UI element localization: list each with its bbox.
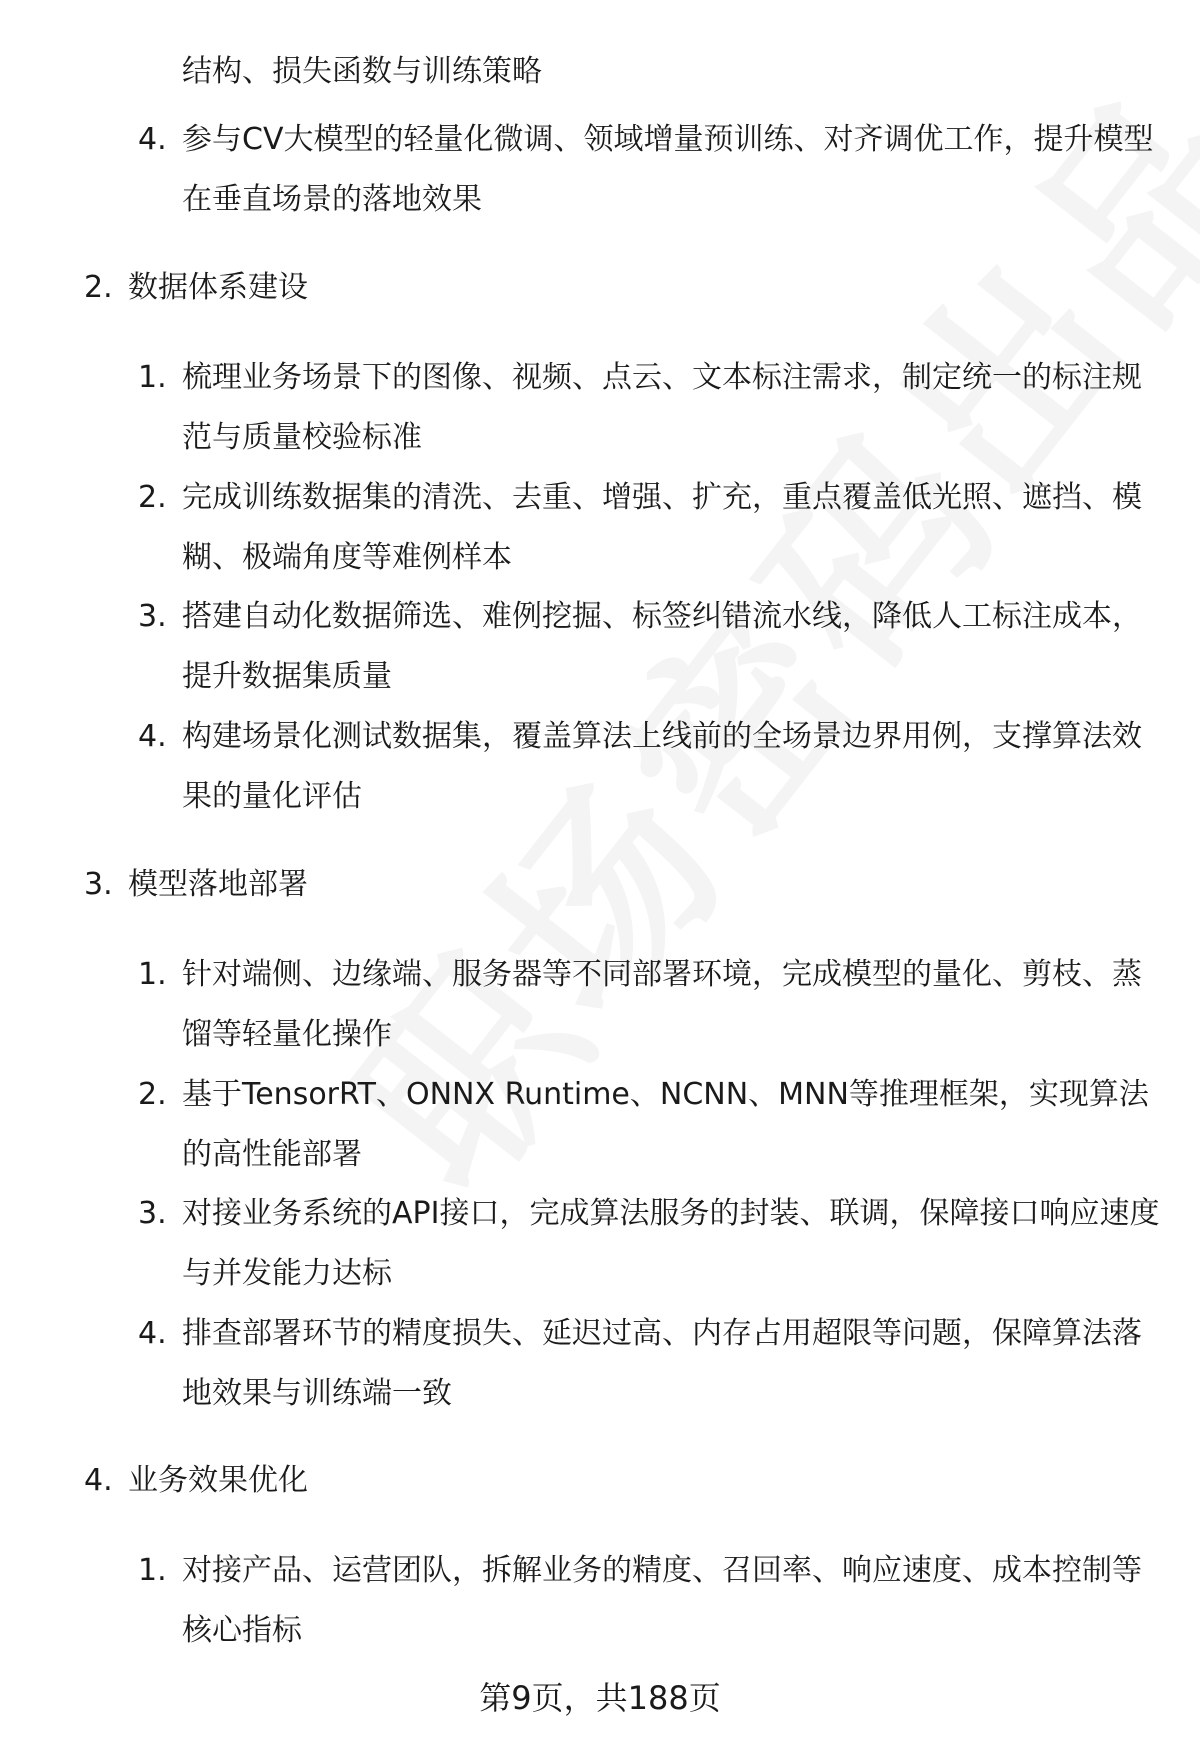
list-item-text: 范与质量校验标准 xyxy=(182,420,422,455)
section-number: 2. xyxy=(84,270,113,305)
list-item-text: 果的量化评估 xyxy=(182,779,362,814)
list-item-number: 3. xyxy=(138,599,167,634)
continuation-text: 结构、损失函数与训练策略 xyxy=(182,54,542,89)
list-item-text: 提升数据集质量 xyxy=(182,659,392,694)
section-title: 数据体系建设 xyxy=(128,270,308,305)
list-item-text: 构建场景化测试数据集，覆盖算法上线前的全场景边界用例，支撑算法效 xyxy=(182,719,1142,754)
section-title: 模型落地部署 xyxy=(128,867,308,902)
list-item-text: 馏等轻量化操作 xyxy=(182,1017,392,1052)
list-item-text: 完成训练数据集的清洗、去重、增强、扩充，重点覆盖低光照、遮挡、模 xyxy=(182,480,1142,515)
list-item-number: 2. xyxy=(138,480,167,515)
list-item-text: 糊、极端角度等难例样本 xyxy=(182,540,512,575)
list-item-number: 4. xyxy=(138,122,167,157)
list-item-text: 在垂直场景的落地效果 xyxy=(182,182,482,217)
section-number: 3. xyxy=(84,867,113,902)
list-item-text: 的高性能部署 xyxy=(182,1137,362,1172)
list-item-text: 地效果与训练端一致 xyxy=(182,1376,452,1411)
list-item-number: 2. xyxy=(138,1077,167,1112)
list-item-text: 针对端侧、边缘端、服务器等不同部署环境，完成模型的量化、剪枝、蒸 xyxy=(182,957,1142,992)
list-item-text: 与并发能力达标 xyxy=(182,1256,392,1291)
list-item-text: 梳理业务场景下的图像、视频、点云、文本标注需求，制定统一的标注规 xyxy=(182,360,1142,395)
list-item-number: 1. xyxy=(138,360,167,395)
list-item-number: 3. xyxy=(138,1196,167,1231)
list-item-number: 4. xyxy=(138,719,167,754)
list-item-text: 基于TensorRT、ONNX Runtime、NCNN、MNN等推理框架，实现算法 xyxy=(182,1077,1149,1112)
list-item-number: 1. xyxy=(138,957,167,992)
list-item-number: 1. xyxy=(138,1553,167,1588)
list-item-text: 对接产品、运营团队，拆解业务的精度、召回率、响应速度、成本控制等 xyxy=(182,1553,1142,1588)
list-item-text: 排查部署环节的精度损失、延迟过高、内存占用超限等问题，保障算法落 xyxy=(182,1316,1142,1351)
list-item-text: 搭建自动化数据筛选、难例挖掘、标签纠错流水线，降低人工标注成本， xyxy=(182,599,1142,634)
section-number: 4. xyxy=(84,1463,113,1498)
list-item-text: 参与CV大模型的轻量化微调、领域增量预训练、对齐调优工作，提升模型 xyxy=(182,122,1154,157)
section-title: 业务效果优化 xyxy=(128,1463,308,1498)
page-number-footer: 第9页，共188页 xyxy=(479,1679,721,1717)
list-item-text: 对接业务系统的API接口，完成算法服务的封装、联调，保障接口响应速度 xyxy=(182,1196,1160,1231)
list-item-text: 核心指标 xyxy=(182,1613,302,1648)
list-item-number: 4. xyxy=(138,1316,167,1351)
